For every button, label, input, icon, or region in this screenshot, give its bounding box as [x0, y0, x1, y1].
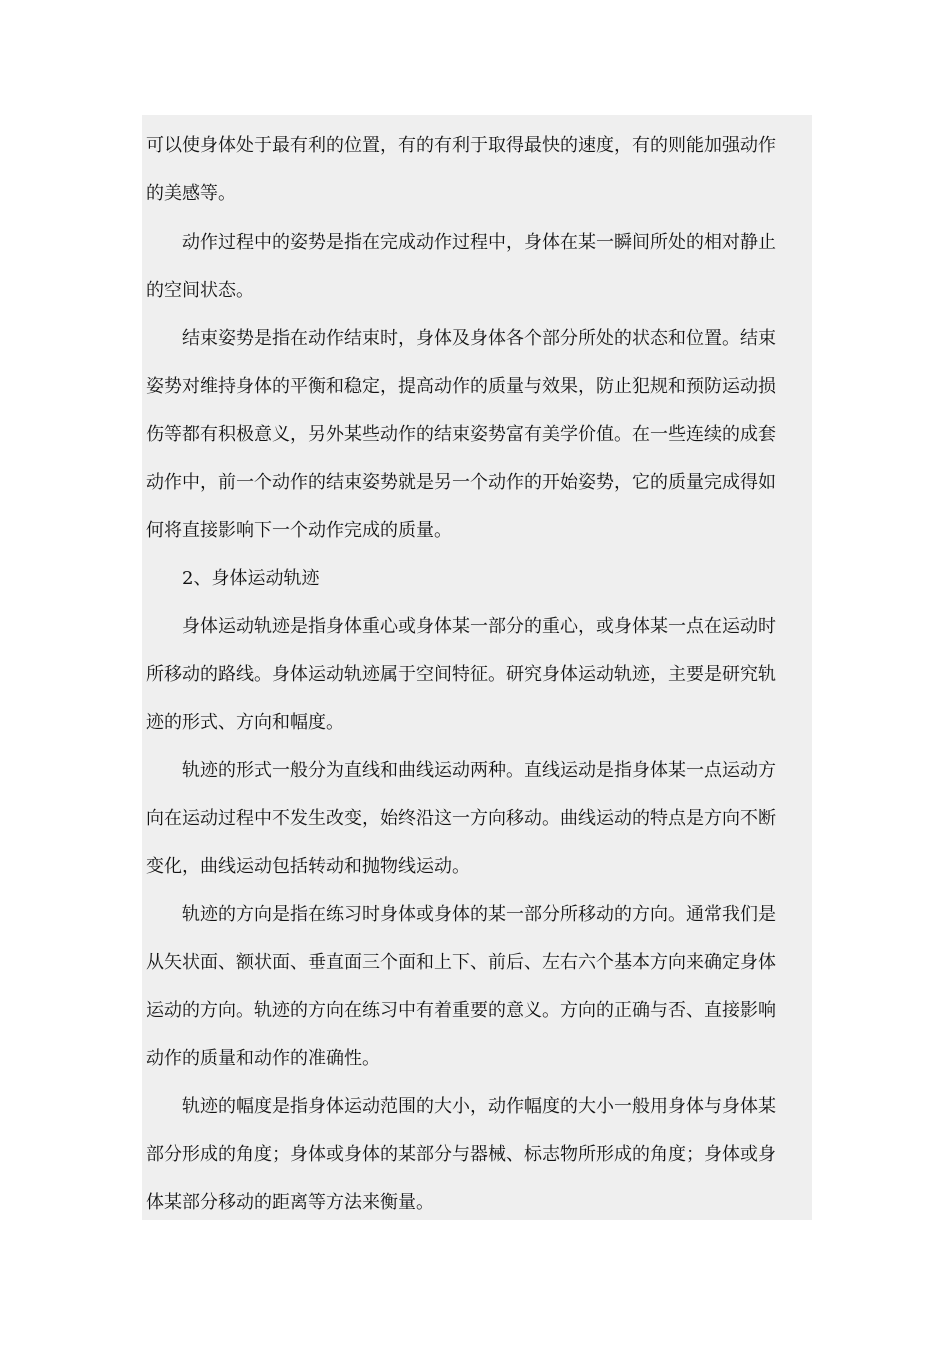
text-block — [142, 115, 812, 1220]
text-line: 轨迹的方向是指在练习时身体或身体的某一部分所移动的方向。通常我们是 — [182, 904, 776, 925]
text-line: 动作过程中的姿势是指在完成动作过程中，身体在某一瞬间所处的相对静止 — [182, 232, 776, 253]
text-line: 向在运动过程中不发生改变，始终沿这一方向移动。曲线运动的特点是方向不断 — [146, 808, 776, 829]
text-line: 何将直接影响下一个动作完成的质量。 — [146, 520, 452, 541]
text-line: 体某部分移动的距离等方法来衡量。 — [146, 1192, 434, 1213]
text-line: 动作中，前一个动作的结束姿势就是另一个动作的开始姿势，它的质量完成得如 — [146, 472, 776, 493]
text-line: 部分形成的角度；身体或身体的某部分与器械、标志物所形成的角度；身体或身 — [146, 1144, 776, 1165]
text-line: 所移动的路线。身体运动轨迹属于空间特征。研究身体运动轨迹，主要是研究轨 — [146, 664, 776, 685]
text-line: 轨迹的幅度是指身体运动范围的大小，动作幅度的大小一般用身体与身体某 — [182, 1096, 776, 1117]
text-line: 的空间状态。 — [146, 280, 254, 301]
text-line: 结束姿势是指在动作结束时，身体及身体各个部分所处的状态和位置。结束 — [182, 328, 776, 349]
text-line: 运动的方向。轨迹的方向在练习中有着重要的意义。方向的正确与否、直接影响 — [146, 1000, 776, 1021]
text-line: 伤等都有积极意义，另外某些动作的结束姿势富有美学价值。在一些连续的成套 — [146, 424, 776, 445]
text-line: 的美感等。 — [146, 183, 236, 204]
text-line: 轨迹的形式一般分为直线和曲线运动两种。直线运动是指身体某一点运动方 — [182, 760, 776, 781]
text-line: 从矢状面、额状面、垂直面三个面和上下、前后、左右六个基本方向来确定身体 — [146, 952, 776, 973]
text-line: 迹的形式、方向和幅度。 — [146, 712, 344, 733]
text-line: 动作的质量和动作的准确性。 — [146, 1048, 380, 1069]
text-line: 姿势对维持身体的平衡和稳定，提高动作的质量与效果，防止犯规和预防运动损 — [146, 376, 776, 397]
text-line: 可以使身体处于最有利的位置，有的有利于取得最快的速度，有的则能加强动作 — [146, 135, 776, 156]
text-line: 变化，曲线运动包括转动和抛物线运动。 — [146, 856, 470, 877]
section-heading: 2、身体运动轨迹 — [182, 568, 320, 589]
text-line: 身体运动轨迹是指身体重心或身体某一部分的重心，或身体某一点在运动时 — [182, 616, 776, 637]
